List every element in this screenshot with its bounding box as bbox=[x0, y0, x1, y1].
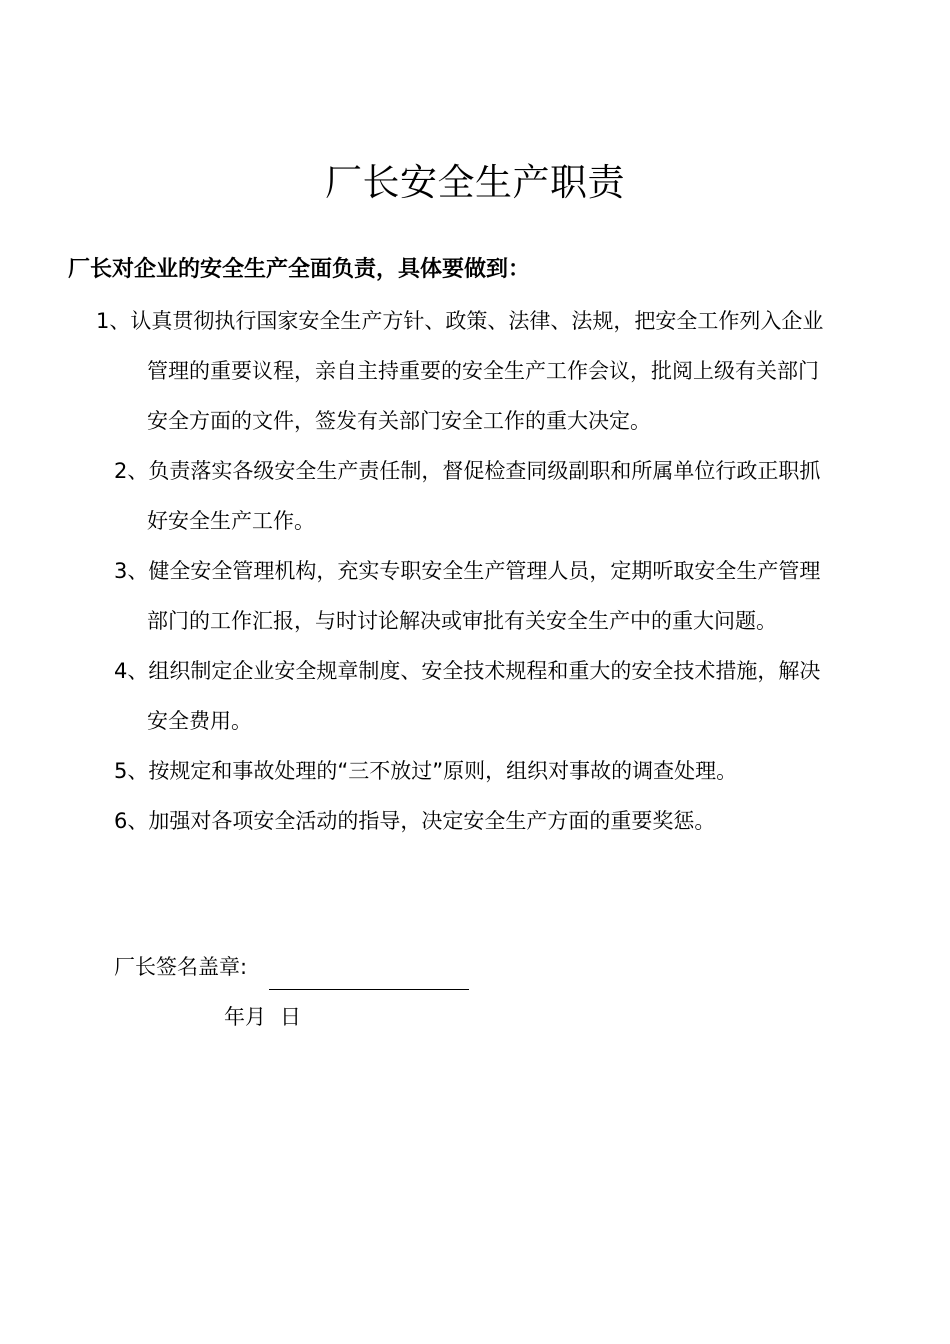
duty-2-line-2: 好安全生产工作。 bbox=[147, 509, 315, 533]
duty-item-6 bbox=[0, 796, 950, 846]
intro-heading: 厂长对企业的安全生产全面负责，具体要做到： bbox=[68, 257, 531, 282]
signature-line bbox=[269, 989, 469, 990]
date-year-month: 年月 bbox=[224, 1005, 266, 1029]
duty-3-line-1: 3、健全安全管理机构，充实专职安全生产管理人员，定期听取安全生产管理 bbox=[114, 559, 821, 583]
duty-list bbox=[0, 296, 950, 846]
duty-3-line-2: 部门的工作汇报，与时讨论解决或审批有关安全生产中的重大问题。 bbox=[147, 609, 777, 633]
duty-1-line-1: 1、认真贯彻执行国家安全生产方针、政策、法律、法规，把安全工作列入企业 bbox=[96, 309, 824, 333]
duty-5-line-1: 5、按规定和事故处理的“三不放过”原则，组织对事故的调查处理。 bbox=[114, 759, 738, 783]
signature-label: 厂长签名盖章: bbox=[114, 955, 248, 979]
date-day: 日 bbox=[280, 1005, 301, 1029]
duty-item-4 bbox=[0, 646, 950, 746]
duty-item-2 bbox=[0, 446, 950, 546]
duty-2-line-1: 2、负责落实各级安全生产责任制，督促检查同级副职和所属单位行政正职抓 bbox=[114, 459, 821, 483]
duty-1-line-2: 管理的重要议程，亲自主持重要的安全生产工作会议，批阅上级有关部门 bbox=[147, 359, 819, 383]
duty-item-5 bbox=[0, 746, 950, 796]
duty-1-line-3: 安全方面的文件，签发有关部门安全工作的重大决定。 bbox=[147, 409, 651, 433]
duty-item-1 bbox=[0, 296, 950, 446]
duty-4-line-1: 4、组织制定企业安全规章制度、安全技术规程和重大的安全技术措施，解决 bbox=[114, 659, 821, 683]
duty-4-line-2: 安全费用。 bbox=[147, 709, 252, 733]
date-line bbox=[224, 996, 301, 1038]
duty-item-3 bbox=[0, 546, 950, 646]
document-title: 厂长安全生产职责 bbox=[325, 160, 625, 204]
duty-6-line-1: 6、加强对各项安全活动的指导，决定安全生产方面的重要奖惩。 bbox=[114, 809, 716, 833]
